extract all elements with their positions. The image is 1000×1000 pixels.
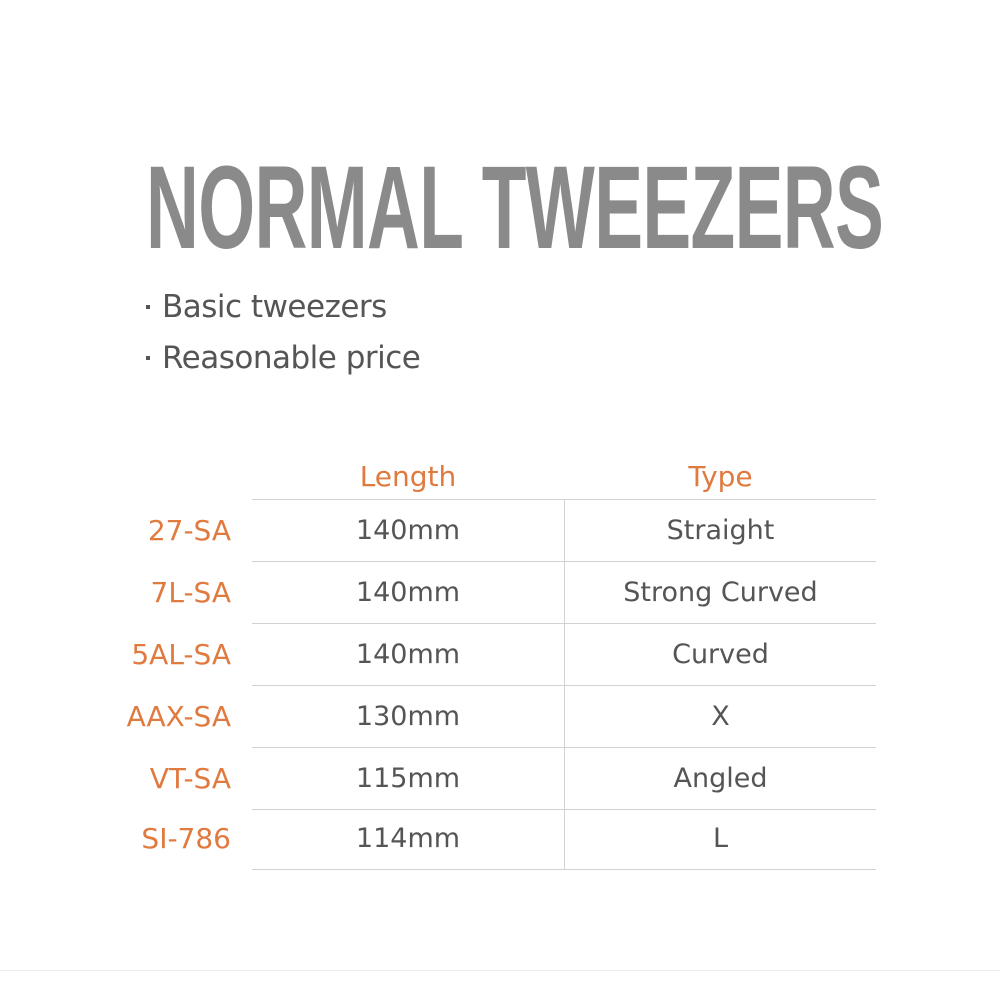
type-cell: L xyxy=(712,823,729,854)
table-row xyxy=(0,748,1000,810)
bullet-icon xyxy=(146,356,150,360)
feature-item xyxy=(142,333,420,384)
model-code: SI-786 xyxy=(141,822,231,855)
spec-table xyxy=(0,455,1000,875)
bullet-icon xyxy=(146,305,150,309)
type-cell: X xyxy=(711,701,730,732)
feature-list xyxy=(142,282,420,384)
model-code: VT-SA xyxy=(149,762,231,795)
model-code: AAX-SA xyxy=(126,700,231,733)
length-cell: 114mm xyxy=(355,823,461,854)
model-code: 7L-SA xyxy=(150,576,231,609)
model-code: 27-SA xyxy=(147,514,231,547)
type-cell: Curved xyxy=(672,639,769,670)
bottom-divider xyxy=(0,970,1000,971)
column-header-type: Type xyxy=(688,460,753,493)
table-row xyxy=(0,686,1000,748)
table-row xyxy=(0,624,1000,686)
length-cell: 140mm xyxy=(355,577,461,608)
type-cell: Strong Curved xyxy=(623,577,818,608)
feature-text: Basic tweezers xyxy=(162,289,387,325)
feature-text: Reasonable price xyxy=(162,340,421,376)
model-code: 5AL-SA xyxy=(131,638,231,671)
table-row xyxy=(0,808,1000,870)
length-cell: 140mm xyxy=(355,515,461,546)
feature-item xyxy=(142,282,420,333)
table-row xyxy=(0,500,1000,562)
table-row xyxy=(0,562,1000,624)
page-title: NORMAL TWEEZERS xyxy=(146,142,884,274)
type-cell: Straight xyxy=(666,515,775,546)
length-cell: 115mm xyxy=(355,763,461,794)
column-header-length: Length xyxy=(359,460,457,493)
length-cell: 130mm xyxy=(355,701,461,732)
type-cell: Angled xyxy=(673,763,768,794)
length-cell: 140mm xyxy=(355,639,461,670)
